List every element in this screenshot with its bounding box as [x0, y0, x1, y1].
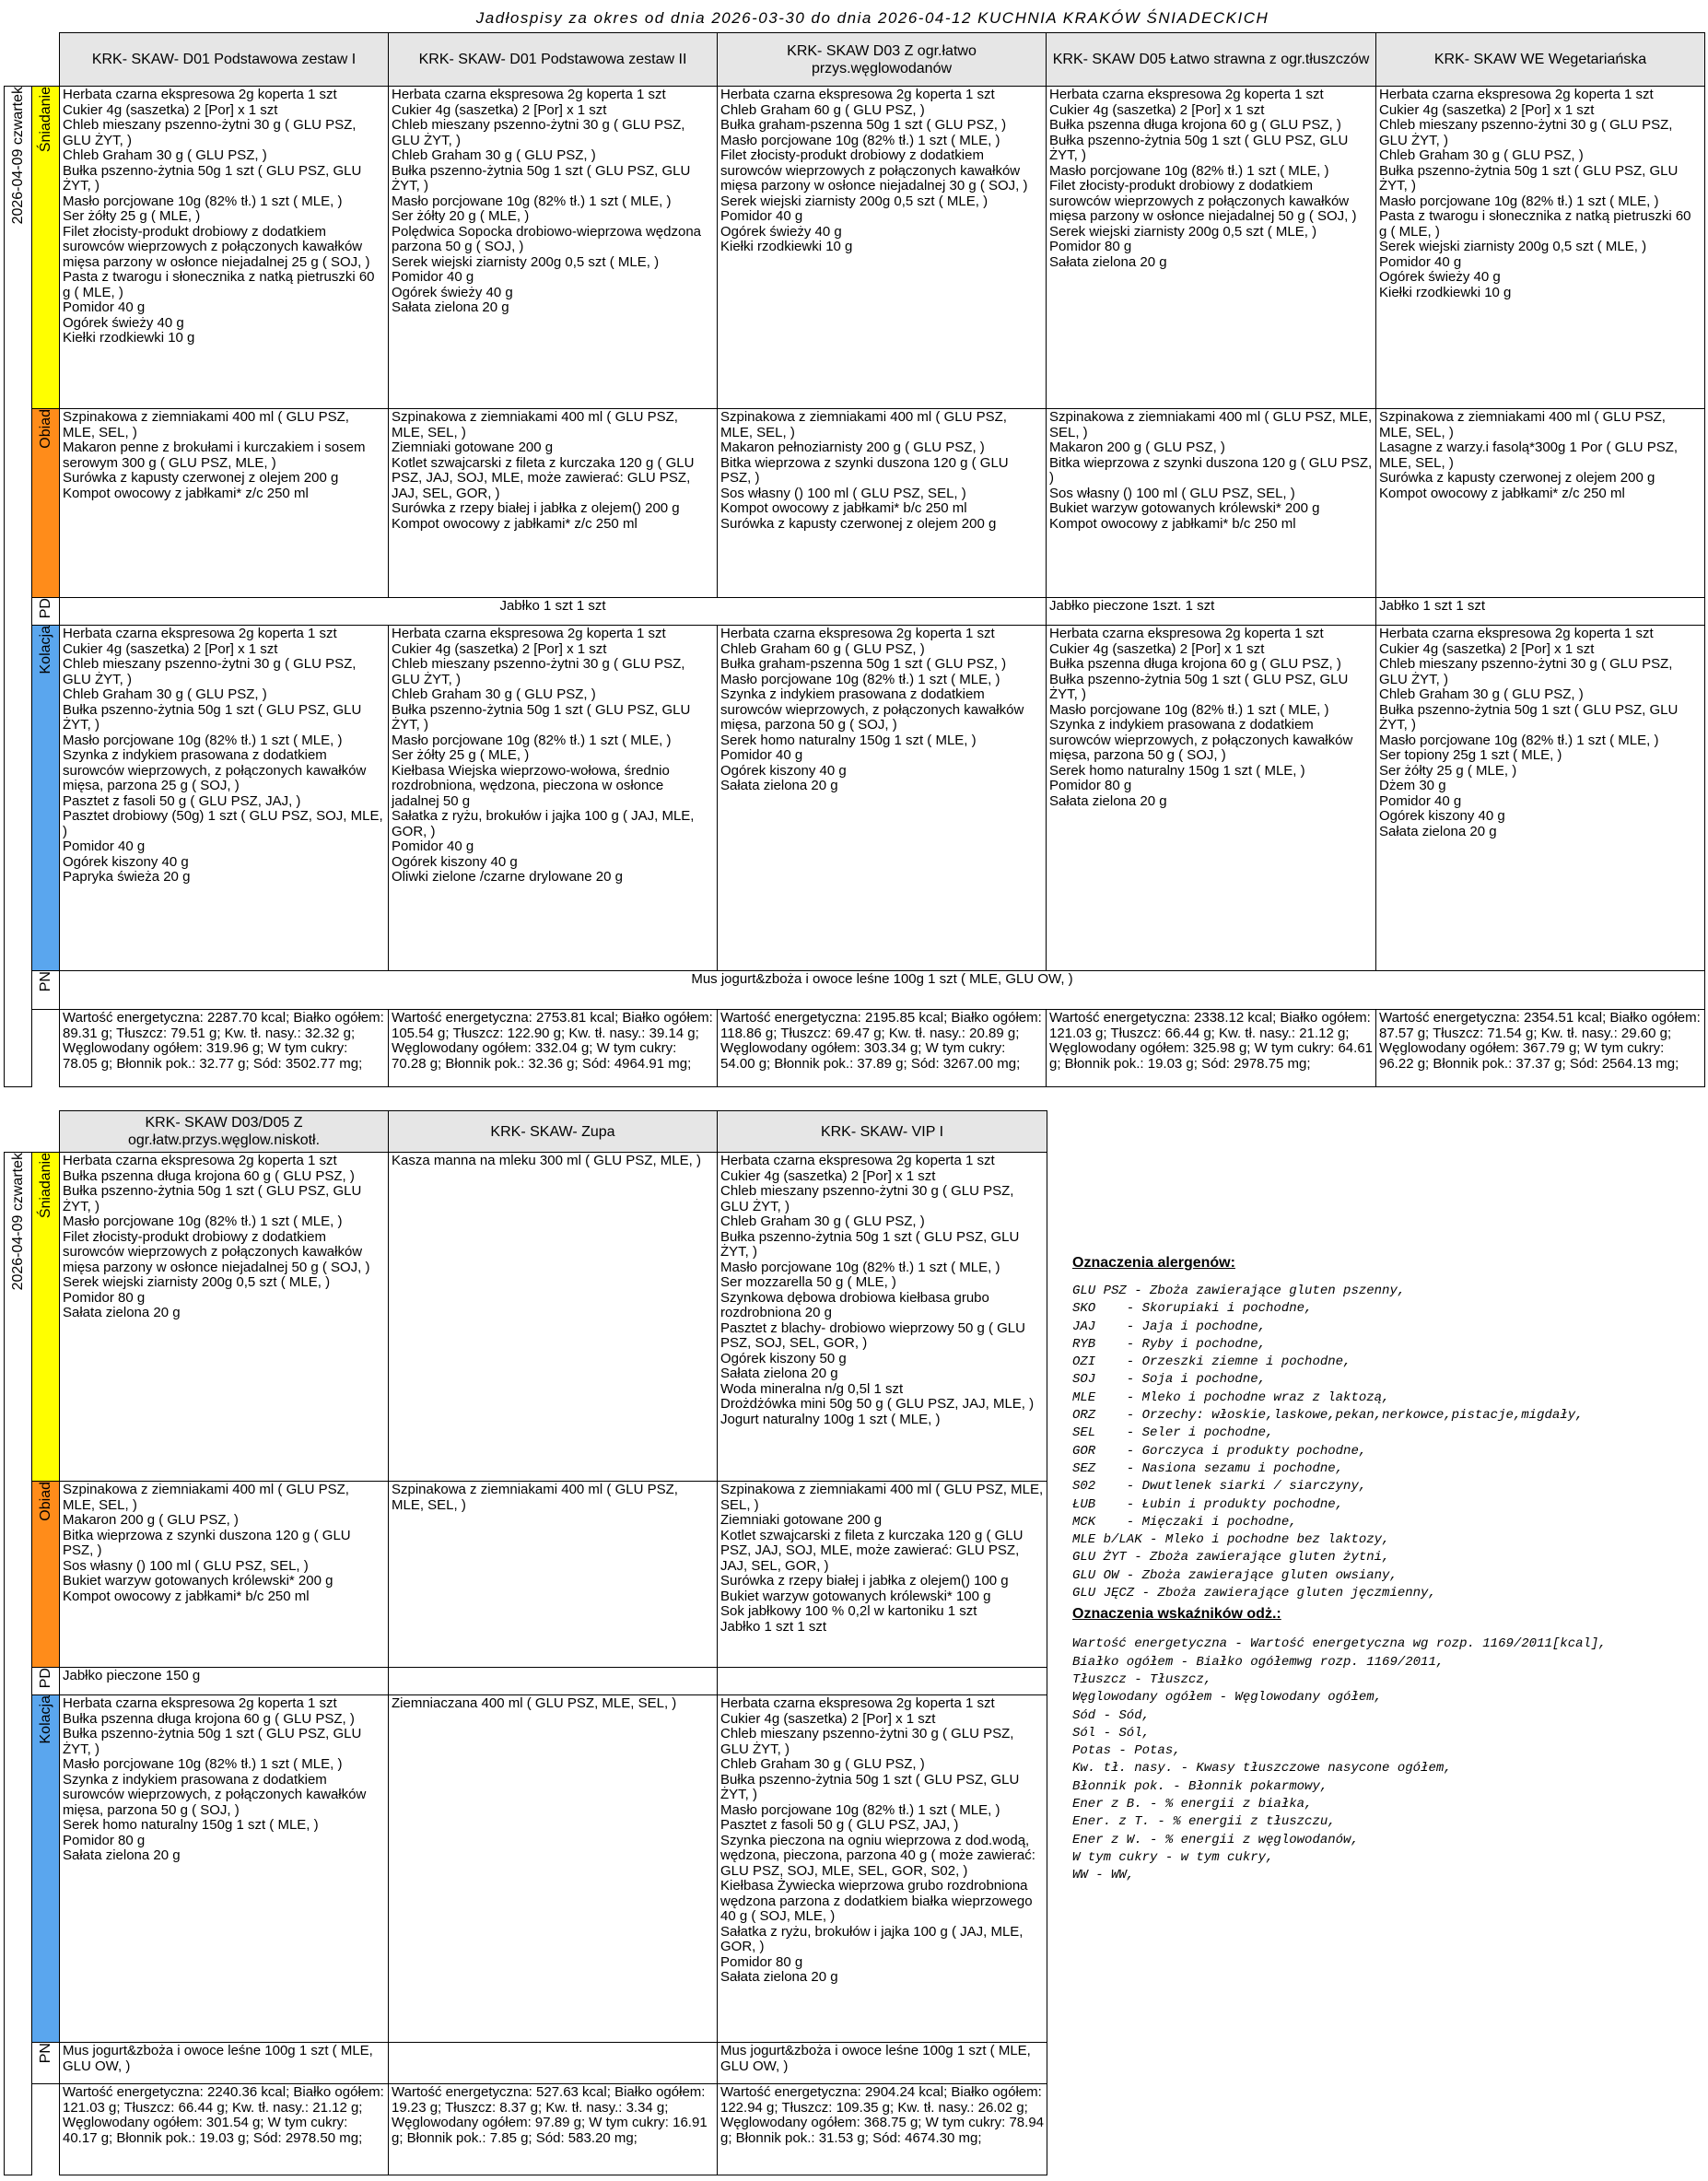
menu-cell: Mus jogurt&zboża i owoce leśne 100g 1 szt ( MLE, GLU OW, )	[60, 2043, 389, 2084]
meal-label-sniadanie: Śniadanie	[32, 1153, 60, 1482]
legend-item: SEZ - Nasiona sezamu i pochodne,	[1072, 1460, 1344, 1476]
meal-label-kolacja: Kolacja	[32, 1695, 60, 2043]
menu-cell	[389, 1668, 718, 1695]
column-header: KRK- SKAW WE Wegetariańska	[1376, 33, 1705, 87]
menu-cell: Jabłko 1 szt 1 szt	[1376, 598, 1705, 626]
menu-cell: Szpinakowa z ziemniakami 400 ml ( GLU PSZ, MLE, SEL, ) Ziemniaki gotowane 200 g Kotlet szwajcarski z fileta z kurczaka 120 g ( GLU PSZ, JAJ, SOJ, MLE, może zawierać: GLU PSZ, JAJ, SEL, GOR, ) Surówka z rzepy białej i jabłka z olejem() 100 g Bukiet warzyw gotowanych królewski* 100 g Sok jabłkowy 100 % 0,2l w kartoniku 1 szt Jabłko 1 szt 1 szt	[718, 1482, 1047, 1668]
legend-item: GLU PSZ - Zboża zawierające gluten pszenny,	[1072, 1284, 1406, 1298]
legend-item: JAJ - Jaja i pochodne,	[1072, 1319, 1267, 1334]
menu-cell: Herbata czarna ekspresowa 2g koperta 1 szt Bułka pszenna długa krojona 60 g ( GLU PSZ, ) Bułka pszenno-żytnia 50g 1 szt ( GLU PSZ, GLU ŻYT, ) Masło porcjowane 10g (82% tł.) 1 szt ( MLE, ) Filet złocisty-produkt drobiowy z dodatkiem surowców wieprzowych z połączonych kawałków mięsa parzony w osłonce niejadalnej 50 g ( SOJ, ) Serek wiejski ziarnisty 200g 0,5 szt ( MLE, ) Pomidor 80 g Sałata zielona 20 g	[60, 1153, 389, 1482]
menu-cell: Herbata czarna ekspresowa 2g koperta 1 szt Cukier 4g (saszetka) 2 [Por] x 1 szt Chleb mieszany pszenno-żytni 30 g ( GLU PSZ, GLU ŻYT, ) Chleb Graham 30 g ( GLU PSZ, ) Bułka pszenno-żytnia 50g 1 szt ( GLU PSZ, GLU ŻYT, ) Masło porcjowane 10g (82% tł.) 1 szt ( MLE, ) Pasta z twarogu i słonecznika z natką pietruszki 60 g ( MLE, ) Serek wiejski ziarnisty 200g 0,5 szt ( MLE, ) Pomidor 40 g Ogórek świeży 40 g Kiełki rzodkiewki 10 g	[1376, 87, 1705, 409]
legend-item: Tłuszcz - Tłuszcz,	[1072, 1671, 1212, 1687]
date-cell: 2026-04-09 czwartek	[5, 1153, 32, 2175]
column-header: KRK- SKAW D03 Z ogr.łatwo przys.węglowodanów	[718, 33, 1047, 87]
legend-item: MLE - Mleko i pochodne wraz z laktozą,	[1072, 1390, 1390, 1405]
legend-item: Potas - Potas,	[1072, 1743, 1181, 1759]
legend-item: GLU OW - Zboża zawierające gluten owsiany,	[1072, 1567, 1398, 1583]
menu-cell: Herbata czarna ekspresowa 2g koperta 1 szt Cukier 4g (saszetka) 2 [Por] x 1 szt Bułka pszenna długa krojona 60 g ( GLU PSZ, ) Bułka pszenno-żytnia 50g 1 szt ( GLU PSZ, GLU ŻYT, ) Masło porcjowane 10g (82% tł.) 1 szt ( MLE, ) Filet złocisty-produkt drobiowy z dodatkiem surowców wieprzowych z połączonych kawałków mięsa parzony w osłonce niejadalnej 50 g ( SOJ, ) Serek wiejski ziarnisty 200g 0,5 szt ( MLE, ) Pomidor 80 g Sałata zielona 20 g	[1047, 87, 1376, 409]
menu-cell: Mus jogurt&zboża i owoce leśne 100g 1 szt ( MLE, GLU OW, )	[60, 971, 1705, 1010]
legend-item: MLE b/LAK - Mleko i pochodne bez laktozy,	[1072, 1532, 1390, 1548]
meal-label-pn: PN	[32, 971, 60, 1010]
legend-item: SOJ - Soja i pochodne,	[1072, 1372, 1267, 1388]
menu-cell: Szpinakowa z ziemniakami 400 ml ( GLU PSZ, MLE, SEL, ) Makaron 200 g ( GLU PSZ, ) Bitka wieprzowa z szynki duszona 120 g ( GLU PSZ, ) Sos własny () 100 ml ( GLU PSZ, SEL, ) Bukiet warzyw gotowanych królewski* 200 g Kompot owocowy z jabłkami* b/c 250 ml	[60, 1482, 389, 1668]
legend-item: ORZ - Orzechy: włoskie,laskowe,pekan,nerkowce,pistacje,migdały,	[1072, 1408, 1584, 1424]
legend-item: GOR - Gorczyca i produkty pochodne,	[1072, 1443, 1367, 1459]
meal-label-obiad: Obiad	[32, 409, 60, 598]
column-header: KRK- SKAW- D01 Podstawowa zestaw I	[60, 33, 389, 87]
menu-cell: Szpinakowa z ziemniakami 400 ml ( GLU PSZ, MLE, SEL, ) Ziemniaki gotowane 200 g Kotlet szwajcarski z fileta z kurczaka 120 g ( GLU PSZ, JAJ, SOJ, MLE, może zawierać: GLU PSZ, JAJ, SEL, GOR, ) Surówka z rzepy białej i jabłka z olejem() 200 g Kompot owocowy z jabłkami* z/c 250 ml	[389, 409, 718, 598]
menu-table-2	[4, 1110, 1047, 2175]
legend-item: Sól - Sól,	[1072, 1725, 1151, 1741]
menu-cell	[718, 1668, 1047, 1695]
legend-item: Kw. tł. nasy. - Kwasy tłuszczowe nasycone ogółem,	[1072, 1761, 1452, 1776]
legend-item: S02 - Dwutlenek siarki / siarczyny,	[1072, 1479, 1367, 1495]
allergen-list	[1072, 1283, 1699, 1602]
menu-cell: Szpinakowa z ziemniakami 400 ml ( GLU PSZ, MLE, SEL, ) Makaron 200 g ( GLU PSZ, ) Bitka wieprzowa z szynki duszona 120 g ( GLU PSZ, ) Sos własny () 100 ml ( GLU PSZ, SEL, ) Bukiet warzyw gotowanych królewski* 200 g Kompot owocowy z jabłkami* b/c 250 ml	[1047, 409, 1376, 598]
menu-cell: Jabłko 1 szt 1 szt	[60, 598, 1047, 626]
meal-label-kolacja: Kolacja	[32, 626, 60, 971]
menu-cell: Szpinakowa z ziemniakami 400 ml ( GLU PSZ, MLE, SEL, ) Lasagne z warzy.i fasolą*300g 1 Por ( GLU PSZ, MLE, SEL, ) Surówka z kapusty czerwonej z olejem 200 g Kompot owocowy z jabłkami* z/c 250 ml	[1376, 409, 1705, 598]
meal-label-pd: PD	[32, 598, 60, 626]
legend-item: Sód - Sód,	[1072, 1707, 1151, 1723]
nutrition-values: Wartość energetyczna: 2338.12 kcal; Białko ogółem: 121.03 g; Tłuszcz: 66.44 g; Kw. tł. nasy.: 21.12 g; Węglowodany ogółem: 325.98 g; W tym cukry: 64.61 g; Błonnik pok.: 19.03 g; Sód: 2978.75 mg;	[1047, 1010, 1376, 1087]
menu-cell: Szpinakowa z ziemniakami 400 ml ( GLU PSZ, MLE, SEL, )	[389, 1482, 718, 1668]
nutrition-values: Wartość energetyczna: 2195.85 kcal; Białko ogółem: 118.86 g; Tłuszcz: 69.47 g; Kw. tł. nasy.: 20.89 g; Węglowodany ogółem: 303.34 g; W tym cukry: 54.00 g; Błonnik pok.: 37.89 g; Sód: 3267.00 mg;	[718, 1010, 1047, 1087]
menu-cell: Herbata czarna ekspresowa 2g koperta 1 szt Cukier 4g (saszetka) 2 [Por] x 1 szt Chleb mieszany pszenno-żytni 30 g ( GLU PSZ, GLU ŻYT, ) Chleb Graham 30 g ( GLU PSZ, ) Bułka pszenno-żytnia 50g 1 szt ( GLU PSZ, GLU ŻYT, ) Masło porcjowane 10g (82% tł.) 1 szt ( MLE, ) Szynka z indykiem prasowana z dodatkiem surowców wieprzowych, z połączonych kawałków mięsa, parzona 25 g ( SOJ, ) Pasztet z fasoli 50 g ( GLU PSZ, JAJ, ) Pasztet drobiowy (50g) 1 szt ( GLU PSZ, SOJ, MLE, ) Pomidor 40 g Ogórek kiszony 40 g Papryka świeża 20 g	[60, 626, 389, 971]
nutrition-values: Wartość energetyczna: 2354.51 kcal; Białko ogółem: 87.57 g; Tłuszcz: 71.54 g; Kw. tł. nasy.: 29.60 g; Węglowodany ogółem: 367.79 g; W tym cukry: 96.22 g; Błonnik pok.: 37.37 g; Sód: 2564.13 mg;	[1376, 1010, 1705, 1087]
menu-cell: Herbata czarna ekspresowa 2g koperta 1 szt Cukier 4g (saszetka) 2 [Por] x 1 szt Chleb mieszany pszenno-żytni 30 g ( GLU PSZ, GLU ŻYT, ) Chleb Graham 30 g ( GLU PSZ, ) Bułka pszenno-żytnia 50g 1 szt ( GLU PSZ, GLU ŻYT, ) Masło porcjowane 10g (82% tł.) 1 szt ( MLE, ) Ser żółty 20 g ( MLE, ) Polędwica Sopocka drobiowo-wieprzowa wędzona parzona 50 g ( SOJ, ) Serek wiejski ziarnisty 200g 0,5 szt ( MLE, ) Pomidor 40 g Ogórek świeży 40 g Sałata zielona 20 g	[389, 87, 718, 409]
column-header: KRK- SKAW- Zupa	[389, 1111, 718, 1153]
page-title: Jadłospisy za okres od dnia 2026-03-30 do dnia 2026-04-12 KUCHNIA KRAKÓW ŚNIADECKICH	[475, 9, 1269, 27]
date-cell: 2026-04-09 czwartek	[5, 87, 32, 1087]
column-header: KRK- SKAW- D01 Podstawowa zestaw II	[389, 33, 718, 87]
legend-item: SKO - Skorupiaki i pochodne,	[1072, 1301, 1313, 1317]
legend-item: OZI - Orzeszki ziemne i pochodne,	[1072, 1354, 1351, 1370]
legend-item: MCK - Mięczaki i pochodne,	[1072, 1514, 1297, 1530]
menu-table-1	[4, 32, 1705, 1087]
legend-item: W tym cukry - w tym cukry,	[1072, 1849, 1274, 1865]
legend-item: Ener z B. - % energii z białka,	[1072, 1797, 1313, 1812]
legend-item: Ener. z T. - % energii z tłuszczu,	[1072, 1814, 1336, 1830]
nutrition-values: Wartość energetyczna: 2240.36 kcal; Białko ogółem: 121.03 g; Tłuszcz: 66.44 g; Kw. tł. nasy.: 21.12 g; Węglowodany ogółem: 301.54 g; W tym cukry: 40.17 g; Błonnik pok.: 19.03 g; Sód: 2978.50 mg;	[60, 2084, 389, 2175]
column-header: KRK- SKAW D03/D05 Z ogr.łatw.przys.węglow.niskotł.	[60, 1111, 389, 1153]
menu-cell: Herbata czarna ekspresowa 2g koperta 1 szt Bułka pszenna długa krojona 60 g ( GLU PSZ, ) Bułka pszenno-żytnia 50g 1 szt ( GLU PSZ, GLU ŻYT, ) Masło porcjowane 10g (82% tł.) 1 szt ( MLE, ) Szynka z indykiem prasowana z dodatkiem surowców wieprzowych, z połączonych kawałków mięsa, parzona 50 g ( SOJ, ) Serek homo naturalny 150g 1 szt ( MLE, ) Pomidor 80 g Sałata zielona 20 g	[60, 1695, 389, 2043]
legend-item: ŁUB - Łubin i produkty pochodne,	[1072, 1496, 1344, 1512]
menu-cell: Herbata czarna ekspresowa 2g koperta 1 szt Chleb Graham 60 g ( GLU PSZ, ) Bułka graham-pszenna 50g 1 szt ( GLU PSZ, ) Masło porcjowane 10g (82% tł.) 1 szt ( MLE, ) Filet złocisty-produkt drobiowy z dodatkiem surowców wieprzowych z połączonych kawałków mięsa parzony w osłonce niejadalnej 30 g ( SOJ, ) Serek wiejski ziarnisty 200g 0,5 szt ( MLE, ) Pomidor 40 g Ogórek świeży 40 g Kiełki rzodkiewki 10 g	[718, 87, 1047, 409]
legend-item: Wartość energetyczna - Wartość energetyczna wg rozp. 1169/2011[kcal],	[1072, 1636, 1607, 1652]
column-header: KRK- SKAW- VIP I	[718, 1111, 1047, 1153]
menu-cell: Jabłko pieczone 150 g	[60, 1668, 389, 1695]
column-header: KRK- SKAW D05 Łatwo strawna z ogr.tłuszczów	[1047, 33, 1376, 87]
menu-cell: Kasza manna na mleku 300 ml ( GLU PSZ, MLE, )	[389, 1153, 718, 1482]
meal-label-obiad: Obiad	[32, 1482, 60, 1668]
nutrition-values: Wartość energetyczna: 2753.81 kcal; Białko ogółem: 105.54 g; Tłuszcz: 122.90 g; Kw. tł. nasy.: 39.14 g; Węglowodany ogółem: 332.04 g; W tym cukry: 70.28 g; Błonnik pok.: 32.36 g; Sód: 4964.91 mg;	[389, 1010, 718, 1087]
menu-cell: Szpinakowa z ziemniakami 400 ml ( GLU PSZ, MLE, SEL, ) Makaron penne z brokułami i kurczakiem i sosem serowym 300 g ( GLU PSZ, MLE, ) Surówka z kapusty czerwonej z olejem 200 g Kompot owocowy z jabłkami* z/c 250 ml	[60, 409, 389, 598]
menu-cell: Herbata czarna ekspresowa 2g koperta 1 szt Chleb Graham 60 g ( GLU PSZ, ) Bułka graham-pszenna 50g 1 szt ( GLU PSZ, ) Masło porcjowane 10g (82% tł.) 1 szt ( MLE, ) Szynka z indykiem prasowana z dodatkiem surowców wieprzowych, z połączonych kawałków mięsa, parzona 50 g ( SOJ, ) Serek homo naturalny 150g 1 szt ( MLE, ) Pomidor 40 g Ogórek kiszony 40 g Sałata zielona 20 g	[718, 626, 1047, 971]
nutrition-values: Wartość energetyczna: 527.63 kcal; Białko ogółem: 19.23 g; Tłuszcz: 8.37 g; Kw. tł. nasy.: 3.34 g; Węglowodany ogółem: 97.89 g; W tym cukry: 16.91 g; Błonnik pok.: 7.85 g; Sód: 583.20 mg;	[389, 2084, 718, 2175]
indicator-legend-title: Oznaczenia wskaźników odż.:	[1072, 1606, 1281, 1623]
menu-cell: Herbata czarna ekspresowa 2g koperta 1 szt Cukier 4g (saszetka) 2 [Por] x 1 szt Chleb mieszany pszenno-żytni 30 g ( GLU PSZ, GLU ŻYT, ) Chleb Graham 30 g ( GLU PSZ, ) Bułka pszenno-żytnia 50g 1 szt ( GLU PSZ, GLU ŻYT, ) Masło porcjowane 10g (82% tł.) 1 szt ( MLE, ) Ser żółty 25 g ( MLE, ) Kiełbasa Wiejska wieprzowo-wołowa, średnio rozdrobniona, wędzona, pieczona w osłonce jadalnej 50 g Sałatka z ryżu, brokułów i jajka 100 g ( JAJ, MLE, GOR, ) Pomidor 40 g Ogórek kiszony 40 g Oliwki zielone /czarne drylowane 20 g	[389, 626, 718, 971]
menu-cell: Jabłko pieczone 1szt. 1 szt	[1047, 598, 1376, 626]
menu-cell: Ziemniaczana 400 ml ( GLU PSZ, MLE, SEL, )	[389, 1695, 718, 2043]
menu-cell: Herbata czarna ekspresowa 2g koperta 1 szt Cukier 4g (saszetka) 2 [Por] x 1 szt Chleb mieszany pszenno-żytni 30 g ( GLU PSZ, GLU ŻYT, ) Chleb Graham 30 g ( GLU PSZ, ) Bułka pszenno-żytnia 50g 1 szt ( GLU PSZ, GLU ŻYT, ) Masło porcjowane 10g (82% tł.) 1 szt ( MLE, ) Pasztet z fasoli 50 g ( GLU PSZ, JAJ, ) Szynka pieczona na ogniu wieprzowa z dod.wodą, wędzona, pieczona, parzona 40 g ( może zawierać: GLU PSZ, SOJ, MLE, SEL, GOR, S02, ) Kiełbasa Żywiecka wieprzowa grubo rozdrobniona wędzona parzona z dodatkiem białka wieprzowego 40 g ( SOJ, MLE, ) Sałatka z ryżu, brokułów i jajka 100 g ( JAJ, MLE, GOR, ) Pomidor 80 g Sałata zielona 20 g	[718, 1695, 1047, 2043]
meal-label-sniadanie: Śniadanie	[32, 87, 60, 409]
menu-cell	[389, 2043, 718, 2084]
menu-cell: Herbata czarna ekspresowa 2g koperta 1 szt Cukier 4g (saszetka) 2 [Por] x 1 szt Chleb mieszany pszenno-żytni 30 g ( GLU PSZ, GLU ŻYT, ) Chleb Graham 30 g ( GLU PSZ, ) Bułka pszenno-żytnia 50g 1 szt ( GLU PSZ, GLU ŻYT, ) Masło porcjowane 10g (82% tł.) 1 szt ( MLE, ) Ser topiony 25g 1 szt ( MLE, ) Ser żółty 25 g ( MLE, ) Dżem 30 g Pomidor 40 g Ogórek kiszony 40 g Sałata zielona 20 g	[1376, 626, 1705, 971]
legend-item: GLU JĘCZ - Zboża zawierające gluten jęczmienny,	[1072, 1586, 1436, 1601]
nutrition-values: Wartość energetyczna: 2904.24 kcal; Białko ogółem: 122.94 g; Tłuszcz: 109.35 g; Kw. tł. nasy.: 26.02 g; Węglowodany ogółem: 368.75 g; W tym cukry: 78.94 g; Błonnik pok.: 31.53 g; Sód: 4674.30 mg;	[718, 2084, 1047, 2175]
menu-cell: Mus jogurt&zboża i owoce leśne 100g 1 szt ( MLE, GLU OW, )	[718, 2043, 1047, 2084]
legend-item: Węglowodany ogółem - Węglowodany ogółem,	[1072, 1690, 1383, 1706]
legend-item: SEL - Seler i pochodne,	[1072, 1425, 1274, 1441]
legend-item: GLU ŻYT - Zboża zawierające gluten żytni,	[1072, 1550, 1390, 1565]
nutrition-values: Wartość energetyczna: 2287.70 kcal; Białko ogółem: 89.31 g; Tłuszcz: 79.51 g; Kw. tł. nasy.: 32.32 g; Węglowodany ogółem: 319.96 g; W tym cukry: 78.05 g; Błonnik pok.: 32.77 g; Sód: 3502.77 mg;	[60, 1010, 389, 1087]
menu-cell: Herbata czarna ekspresowa 2g koperta 1 szt Cukier 4g (saszetka) 2 [Por] x 1 szt Chleb mieszany pszenno-żytni 30 g ( GLU PSZ, GLU ŻYT, ) Chleb Graham 30 g ( GLU PSZ, ) Bułka pszenno-żytnia 50g 1 szt ( GLU PSZ, GLU ŻYT, ) Masło porcjowane 10g (82% tł.) 1 szt ( MLE, ) Ser mozzarella 50 g ( MLE, ) Szynkowa dębowa drobiowa kiełbasa grubo rozdrobniona 20 g Pasztet z blachy- drobiowo wieprzowy 50 g ( GLU PSZ, SOJ, SEL, GOR, ) Ogórek kiszony 50 g Sałata zielona 20 g Woda mineralna n/g 0,5l 1 szt Drożdżówka mini 50g 50 g ( GLU PSZ, JAJ, MLE, ) Jogurt naturalny 100g 1 szt ( MLE, )	[718, 1153, 1047, 1482]
menu-cell: Szpinakowa z ziemniakami 400 ml ( GLU PSZ, MLE, SEL, ) Makaron pełnoziarnisty 200 g ( GLU PSZ, ) Bitka wieprzowa z szynki duszona 120 g ( GLU PSZ, ) Sos własny () 100 ml ( GLU PSZ, SEL, ) Kompot owocowy z jabłkami* b/c 250 ml Surówka z kapusty czerwonej z olejem 200 g	[718, 409, 1047, 598]
legend	[1072, 1255, 1699, 1885]
meal-label-pd: PD	[32, 1668, 60, 1695]
menu-cell: Herbata czarna ekspresowa 2g koperta 1 szt Cukier 4g (saszetka) 2 [Por] x 1 szt Chleb mieszany pszenno-żytni 30 g ( GLU PSZ, GLU ŻYT, ) Chleb Graham 30 g ( GLU PSZ, ) Bułka pszenno-żytnia 50g 1 szt ( GLU PSZ, GLU ŻYT, ) Masło porcjowane 10g (82% tł.) 1 szt ( MLE, ) Ser żółty 25 g ( MLE, ) Filet złocisty-produkt drobiowy z dodatkiem surowców wieprzowych z połączonych kawałków mięsa parzony w osłonce niejadalnej 25 g ( SOJ, ) Pasta z twarogu i słonecznika z natką pietruszki 60 g ( MLE, ) Pomidor 40 g Ogórek świeży 40 g Kiełki rzodkiewki 10 g	[60, 87, 389, 409]
indicator-list	[1072, 1636, 1699, 1884]
legend-item: Ener z W. - % energii z węglowodanów,	[1072, 1832, 1359, 1847]
meal-label-pn: PN	[32, 2043, 60, 2084]
allergen-legend-title: Oznaczenia alergenów:	[1072, 1255, 1235, 1271]
legend-item: Błonnik pok. - Błonnik pokarmowy,	[1072, 1778, 1328, 1794]
legend-item: RYB - Ryby i pochodne,	[1072, 1336, 1267, 1352]
legend-item: WW - WW,	[1072, 1868, 1135, 1883]
menu-cell: Herbata czarna ekspresowa 2g koperta 1 szt Cukier 4g (saszetka) 2 [Por] x 1 szt Bułka pszenna długa krojona 60 g ( GLU PSZ, ) Bułka pszenno-żytnia 50g 1 szt ( GLU PSZ, GLU ŻYT, ) Masło porcjowane 10g (82% tł.) 1 szt ( MLE, ) Szynka z indykiem prasowana z dodatkiem surowców wieprzowych, z połączonych kawałków mięsa, parzona 50 g ( SOJ, ) Serek homo naturalny 150g 1 szt ( MLE, ) Pomidor 80 g Sałata zielona 20 g	[1047, 626, 1376, 971]
legend-item: Białko ogółem - Białko ogółemwg rozp. 1169/2011,	[1072, 1654, 1445, 1670]
